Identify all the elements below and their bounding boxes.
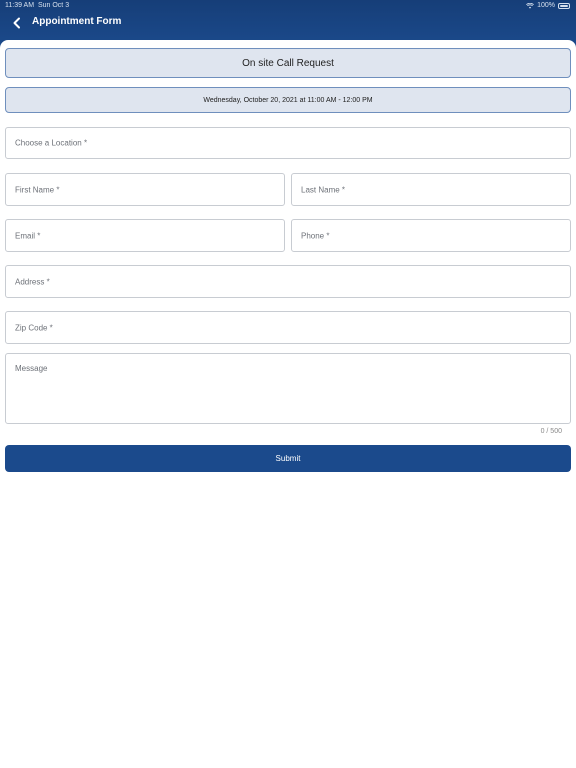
- appointment-datetime-banner: Wednesday, October 20, 2021 at 11:00 AM - 12:00 PM: [5, 87, 571, 113]
- status-indicators: [526, 2, 570, 9]
- chevron-left-icon: [12, 17, 22, 29]
- status-bar: [0, 0, 576, 12]
- first-name-field[interactable]: [5, 173, 285, 206]
- request-type-banner: On site Call Request: [5, 48, 571, 78]
- message-textarea[interactable]: [5, 353, 571, 424]
- zip-code-field[interactable]: [5, 311, 571, 344]
- submit-button[interactable]: Submit: [5, 445, 571, 472]
- last-name-field[interactable]: [291, 173, 571, 206]
- email-placeholder: Email *: [15, 231, 41, 240]
- status-time: [5, 2, 69, 9]
- address-field[interactable]: [5, 265, 571, 298]
- phone-placeholder: Phone *: [301, 231, 330, 240]
- page-title: Appointment Form: [32, 16, 122, 27]
- location-placeholder: Choose a Location *: [15, 138, 88, 148]
- last-name-placeholder: Last Name *: [301, 185, 346, 194]
- back-button[interactable]: [8, 14, 26, 32]
- battery-percent: 100%: [537, 2, 555, 9]
- status-clock: 11:39 AM: [5, 2, 35, 9]
- battery-icon: [558, 3, 570, 9]
- wifi-icon: [526, 3, 534, 9]
- location-select[interactable]: [5, 127, 571, 159]
- zip-code-placeholder: Zip Code *: [15, 323, 53, 332]
- address-placeholder: Address *: [15, 277, 50, 286]
- email-field[interactable]: [5, 219, 285, 252]
- phone-field[interactable]: [291, 219, 571, 252]
- message-placeholder: Message: [15, 364, 48, 373]
- status-date: Sun Oct 3: [37, 2, 70, 9]
- first-name-placeholder: First Name *: [15, 185, 60, 194]
- message-char-counter: 0 / 500: [540, 428, 562, 435]
